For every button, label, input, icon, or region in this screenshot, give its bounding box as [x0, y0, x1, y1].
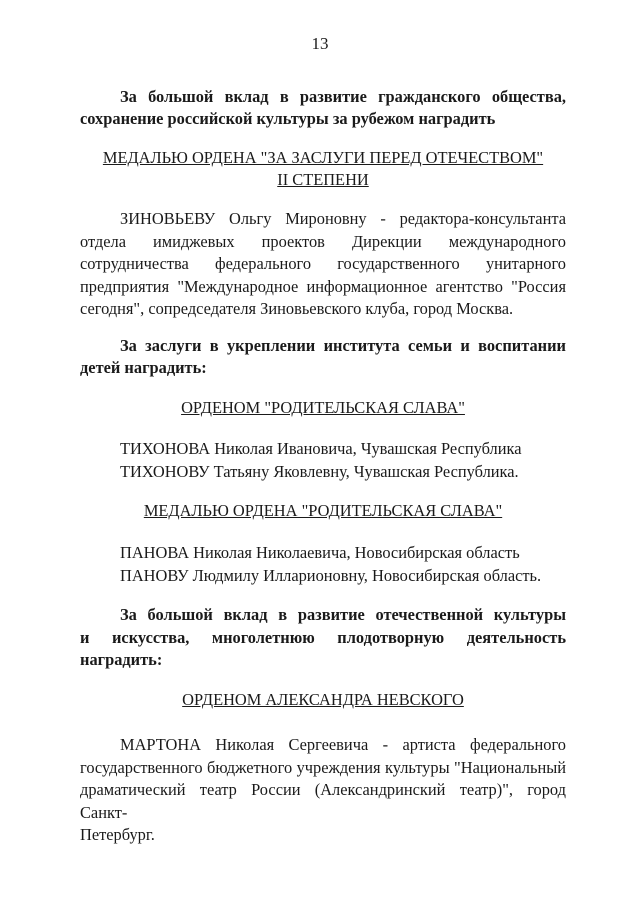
section-3-persons [80, 541, 566, 587]
section-2-award-title [80, 397, 566, 419]
section-4-person-line-4: Петербург. [80, 825, 155, 844]
section-1-award-line-1: МЕДАЛЬЮ ОРДЕНА "ЗА ЗАСЛУГИ ПЕРЕД ОТЕЧЕСТВОМ" [102, 148, 544, 167]
section-1-award-title [80, 147, 566, 191]
section-4-intro [80, 604, 566, 672]
section-2-award-line-1: ОРДЕНОМ "РОДИТЕЛЬСКАЯ СЛАВА" [181, 398, 465, 417]
section-3-award-title [80, 500, 566, 522]
section-4-award-title [80, 689, 566, 711]
section-2-intro-line-2: детей наградить: [80, 358, 207, 377]
section-1-intro-line-1: За большой вклад в развитие гражданского общества, [120, 87, 566, 106]
section-4-person-line-2: государственного бюджетного учреждения культуры "Национальный [80, 757, 566, 777]
section-2-person-line-2: ТИХОНОВУ Татьяну Яковлевну, Чувашская Республика. [120, 462, 519, 481]
section-2-intro-line-1: За заслуги в укреплении института семьи и воспитании [120, 336, 566, 355]
section-1-person-line-3: сотрудничества федерального государственного унитарного [80, 254, 566, 273]
section-1-person-line-2: отдела имиджевых проектов Дирекции международного [80, 231, 566, 251]
section-3-person-line-1: ПАНОВА Николая Николаевича, Новосибирская область [120, 543, 520, 562]
section-3-person-line-2: ПАНОВУ Людмилу Илларионовну, Новосибирская область. [120, 566, 542, 585]
section-4-intro-line-2: и искусства, многолетнюю плодотворную деятельность [80, 627, 566, 647]
section-3-award-line-1: МЕДАЛЬЮ ОРДЕНА "РОДИТЕЛЬСКАЯ СЛАВА" [143, 501, 503, 520]
page-number: 13 [311, 34, 329, 53]
section-1-person-line-5: сегодня", сопредседателя Зиновьевского клуба, город Москва. [80, 299, 514, 318]
section-1-person-line-1: ЗИНОВЬЕВУ Ольгу Мироновну - редактора-консультанта [120, 209, 566, 228]
section-1-intro-line-2: сохранение российской культуры за рубежом наградить [80, 109, 496, 128]
section-1-intro [80, 86, 566, 130]
section-4-person [80, 734, 566, 847]
section-4-intro-line-1: За большой вклад в развитие отечественной культуры [120, 605, 566, 624]
section-4-person-line-3: драматический театр России (Александринский театр)", город Санкт- [80, 780, 566, 822]
section-2-person-line-1: ТИХОНОВА Николая Ивановича, Чувашская Республика [120, 439, 522, 458]
section-1-person [80, 208, 566, 321]
section-2-intro [80, 335, 566, 379]
section-4-intro-line-3: наградить: [80, 650, 163, 669]
section-2-persons [80, 437, 566, 483]
section-4-person-line-1: МАРТОНА Николая Сергеевича - артиста федерального [120, 735, 566, 754]
section-1-person-line-4: предприятия "Международное информационное агентство "Россия [80, 276, 566, 296]
section-4-award-line-1: ОРДЕНОМ АЛЕКСАНДРА НЕВСКОГО [182, 690, 464, 709]
section-1-award-line-2: II СТЕПЕНИ [277, 170, 369, 189]
